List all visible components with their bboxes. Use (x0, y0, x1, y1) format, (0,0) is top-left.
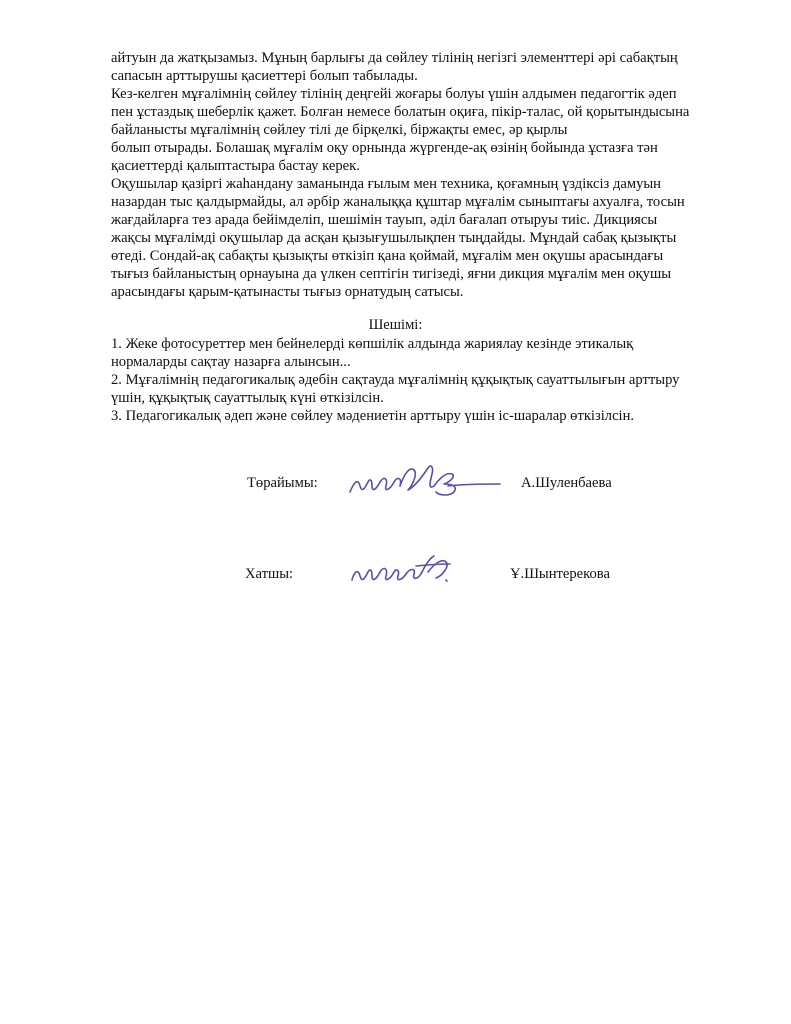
body-line: өтеді. Сондай-ақ сабақты қызықты өткізіп қана қоймай, мұғалім мен оқушы арасындағы (111, 248, 664, 264)
body-line: Кез-келген мұғалімнің сөйлеу тілінің деңгейі жоғары болуы үшін алдымен педагогтік әдеп (111, 86, 677, 102)
body-line: тығыз байланыстың орнауына да үлкен септігін тигізеді, яғни дикция мұғалім мен оқушы (111, 266, 672, 282)
secretary-signature (346, 550, 466, 590)
body-line: қасиеттерді қалыптастыра бастау керек. (111, 158, 360, 174)
decision-line: үшін, құқықтық сауаттылық күні өткізілсін. (111, 390, 384, 406)
chair-name: А.Шуленбаева (521, 475, 612, 491)
body-line: болып отырады. Болашақ мұғалім оқу орнында жүргенде-ақ өзінің бойында ұстазға тән (111, 140, 658, 156)
decision-line: 2. Мұғалімнің педагогикалық әдебін сақтауда мұғалімнің құқықтық сауаттылығын арттыру (111, 372, 680, 388)
body-line: назардан тыс қалдырмайды, ал әрбір жаналыққа құштар мұғалім сыныптағы ахуалға, тосын (111, 194, 685, 210)
body-line: пен ұстаздық шеберлік қажет. Болған немесе болатын оқиға, пікір-талас, ой қорытындысына (111, 104, 690, 120)
body-line: айтуын да жатқызамыз. Мұның барлығы да сөйлеу тілінің негізгі элементтері әрі сабақтың (111, 50, 678, 66)
secretary-role-label: Хатшы: (245, 566, 294, 582)
chair-role-label: Төрайымы: (247, 475, 318, 491)
chair-signature (344, 456, 504, 502)
body-line: байланысты мұғалімнің сөйлеу тілі де бірқелкі, біржақты емес, әр қырлы (111, 122, 568, 138)
decision-line: 3. Педагогикалық әдеп және сөйлеу мәдениетін арттыру үшін іс-шаралар өткізілсін. (111, 408, 635, 424)
secretary-name: Ұ.Шынтерекова (510, 566, 610, 582)
decision-line: нормаларды сақтау назарға алынсын... (111, 354, 351, 370)
decision-line: 1. Жеке фотосуреттер мен бейнелерді көпшілік алдында жариялау кезінде этикалық (111, 336, 634, 352)
body-line: жақсы мұғалімді оқушылар да асқан қызығушылықпен тыңдайды. Мұндай сабақ қызықты (111, 230, 677, 246)
body-line: жағдайларға тез арада бейімделіп, шешімін тауып, әділ бағалап отыруы тиіс. Дикциясы (111, 212, 658, 228)
body-line: сапасын арттырушы қасиеттері болып табылады. (111, 68, 418, 84)
body-line: Оқушылар қазіргі жаһандану заманында ғылым мен техника, қоғамның үздіксіз дамуын (111, 176, 661, 192)
decision-heading: Шешімі: (368, 317, 423, 333)
body-line: арасындағы қарым-қатынасты тығыз орнатудың сатысы. (111, 284, 464, 300)
